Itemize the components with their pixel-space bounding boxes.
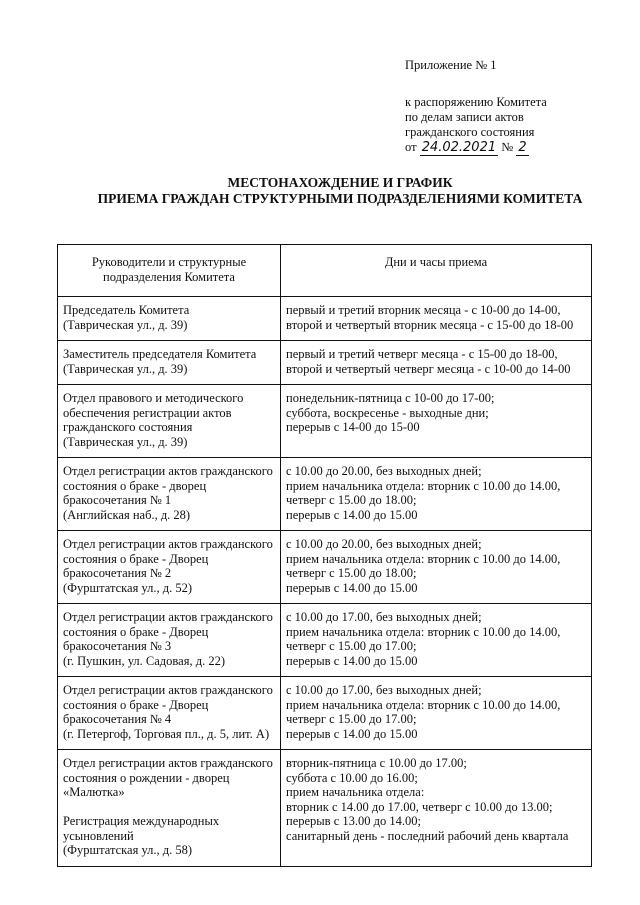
table-row [58,341,592,385]
row-unit: Председатель Комитета (Таврическая ул., д. 39) [58,297,281,341]
table-row [58,531,592,604]
table-row [58,385,592,458]
document-heading [40,175,640,207]
date-value: 24.02.2021 [421,140,497,155]
table-header-row [58,245,592,297]
row-hours: с 10.00 до 17.00, без выходных дней; прием начальника отдела: вторник с 10.00 до 14.00, четверг с 15.00 до 17.00; перерыв с 14.00 до 15.00 [281,677,592,750]
appendix-date-line [405,140,605,155]
table-row [58,750,592,867]
row-unit: Отдел правового и методического обеспечения регистрации актов гражданского состояния (Таврическая ул., д. 39) [58,385,281,458]
appendix-title: Приложение № 1 [405,58,497,72]
row-unit: Отдел регистрации актов гражданского состояния о браке - Дворец бракосочетания № 3 (г. Пушкин, ул. Садовая, д. 22) [58,604,281,677]
header-right: Дни и часы приема [281,245,592,297]
appendix-line-3: гражданского состояния [405,125,535,139]
number-value: 2 [518,140,527,155]
table-row [58,677,592,750]
row-unit: Заместитель председателя Комитета (Таврическая ул., д. 39) [58,341,281,385]
appendix-line-1: к распоряжению Комитета [405,95,547,109]
row-unit: Отдел регистрации актов гражданского состояния о браке - дворец бракосочетания № 1 (Английская наб., д. 28) [58,458,281,531]
row-hours: вторник-пятница с 10.00 до 17.00; суббота с 10.00 до 16.00; прием начальника отдела: вторник с 14.00 до 17.00, четверг с 10.00 до 13.00; перерыв с 13.00 до 14.00; санитарный день - последний рабочий день квартала [281,750,592,867]
row-unit: Отдел регистрации актов гражданского состояния о браке - Дворец бракосочетания № 4 (г. Петергоф, Торговая пл., д. 5, лит. А) [58,677,281,750]
row-unit: Отдел регистрации актов гражданского состояния о рождении - дворец «Малютка» Регистрация международных усыновлений (Фурштатская ул., д. 58) [58,750,281,867]
row-hours: первый и третий вторник месяца - с 10-00 до 14-00, второй и четвертый вторник месяца - с 15-00 до 18-00 [281,297,592,341]
table-row [58,458,592,531]
row-hours: с 10.00 до 17.00, без выходных дней; прием начальника отдела: вторник с 10.00 до 14.00, четверг с 15.00 до 17.00; перерыв с 14.00 до 15.00 [281,604,592,677]
row-hours: с 10.00 до 20.00, без выходных дней; прием начальника отдела: вторник с 10.00 до 14.00, четверг с 15.00 до 18.00; перерыв с 14.00 до 15.00 [281,458,592,531]
heading-line-1: МЕСТОНАХОЖДЕНИЕ И ГРАФИК [227,175,453,190]
date-prefix: от [405,140,417,154]
row-unit: Отдел регистрации актов гражданского состояния о браке - Дворец бракосочетания № 2 (Фурштатская ул., д. 52) [58,531,281,604]
row-hours: с 10.00 до 20.00, без выходных дней; прием начальника отдела: вторник с 10.00 до 14.00, четверг с 15.00 до 18.00; перерыв с 14.00 до 15.00 [281,531,592,604]
table-row [58,604,592,677]
row-hours: первый и третий четверг месяца - с 15-00 до 18-00, второй и четвертый четверг месяца - с 10-00 до 14-00 [281,341,592,385]
row-hours: понедельник-пятница с 10-00 до 17-00; суббота, воскресенье - выходные дни; перерыв с 14-00 до 15-00 [281,385,592,458]
header-left: Руководители и структурные подразделения Комитета [58,245,281,297]
table-row [58,297,592,341]
appendix-block [405,58,605,155]
number-prefix: № [501,140,514,154]
schedule-table [57,244,592,867]
appendix-line-2: по делам записи актов [405,110,524,124]
heading-line-2: ПРИЕМА ГРАЖДАН СТРУКТУРНЫМИ ПОДРАЗДЕЛЕНИЯМИ КОМИТЕТА [97,191,583,206]
